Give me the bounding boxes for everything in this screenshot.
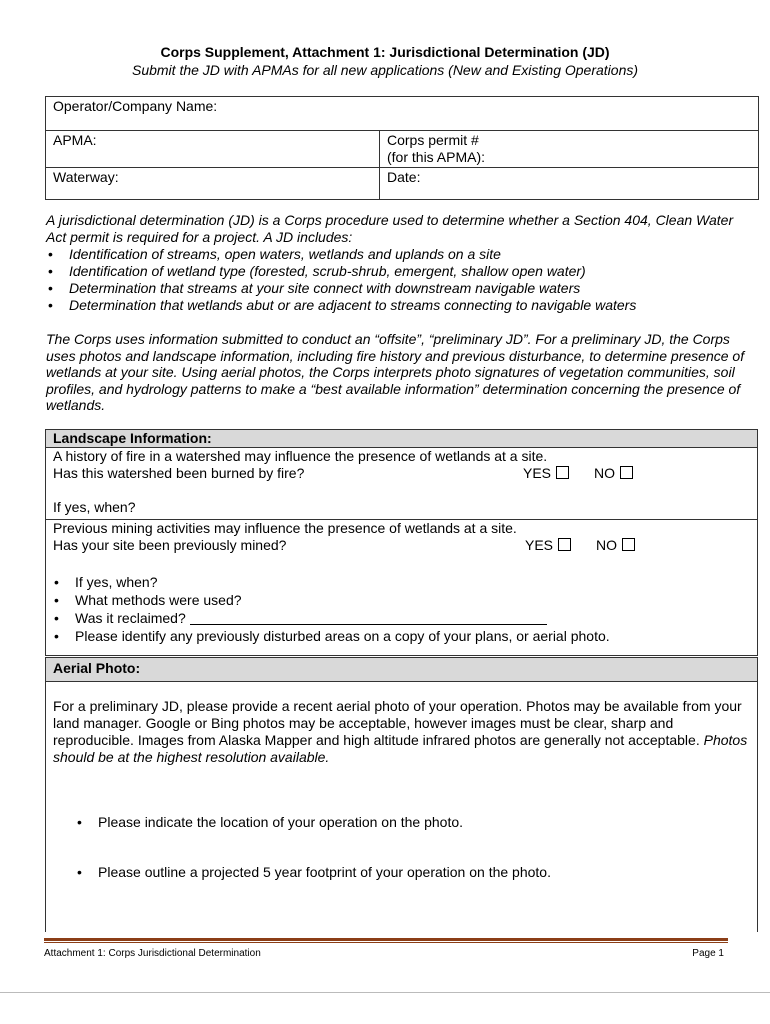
aerial-photo-task-list	[46, 814, 757, 881]
fire-yes-label: YES	[523, 465, 552, 481]
jd-includes-list	[46, 246, 746, 314]
operator-name-label: Operator/Company Name:	[53, 98, 218, 114]
mining-yes-option[interactable]	[525, 537, 571, 553]
list-item: • Determination that streams at your site connect with downstream navigable waters	[46, 280, 746, 297]
aerial-photo-resolution-note: Photos should be at the highest resolution available.	[53, 732, 748, 765]
fire-history-block	[46, 447, 757, 519]
list-item: • Please indicate the location of your operation on the photo.	[75, 814, 757, 831]
page-edge-divider	[0, 992, 770, 993]
footer-page-number: Page 1	[692, 948, 724, 959]
list-item: • Determination that wetlands abut or are adjacent to streams connecting to navigable waters	[46, 297, 746, 314]
mining-followup-list	[46, 573, 757, 645]
mining-yes-checkbox[interactable]	[558, 538, 571, 551]
footer-document-title: Attachment 1: Corps Jurisdictional Determination	[44, 948, 261, 959]
mining-no-option[interactable]	[596, 537, 635, 553]
list-item: • What methods were used?	[52, 591, 757, 609]
corps-permit-label: Corps permit #	[387, 132, 479, 148]
aerial-photo-heading: Aerial Photo:	[46, 658, 757, 681]
mining-block	[46, 519, 757, 645]
aerial-photo-paragraph: For a preliminary JD, please provide a recent aerial photo of your operation. Photos may be available from your land manager. Google or Bing photos may be acceptable, however images must be clear, sharp and reproducible. Images from Alaska Mapper and high altitude infrared photos are generally not acceptable.	[53, 698, 742, 748]
list-item: • Please outline a projected 5 year footprint of your operation on the photo.	[75, 864, 757, 881]
landscape-heading: Landscape Information:	[46, 430, 757, 447]
list-item: • Please identify any previously disturbed areas on a copy of your plans, or aerial photo.	[52, 627, 757, 645]
fire-followup: If yes, when?	[53, 499, 136, 515]
corps-permit-field[interactable]	[380, 131, 759, 168]
aerial-photo-instructions	[46, 681, 757, 766]
fire-yes-checkbox[interactable]	[556, 466, 569, 479]
applicant-info-table	[45, 96, 759, 200]
fire-no-label: NO	[594, 465, 615, 481]
list-item: • Identification of streams, open waters, wetlands and uplands on a site	[46, 246, 746, 263]
fire-info-text: A history of fire in a watershed may influence the presence of wetlands at a site.	[53, 448, 548, 464]
date-label: Date:	[387, 169, 421, 185]
page-title: Corps Supplement, Attachment 1: Jurisdictional Determination (JD)	[160, 44, 610, 60]
list-item	[52, 609, 757, 627]
reclaimed-question: Was it reclaimed?	[75, 610, 186, 626]
apma-field[interactable]	[46, 131, 380, 168]
list-item: • Identification of wetland type (forested, scrub-shrub, emergent, shallow open water)	[46, 263, 746, 280]
mining-question: Has your site been previously mined?	[53, 537, 287, 553]
waterway-label: Waterway:	[53, 169, 119, 185]
landscape-section	[45, 429, 758, 656]
mining-no-label: NO	[596, 537, 617, 553]
aerial-photo-section	[45, 657, 758, 932]
page-subtitle: Submit the JD with APMAs for all new applications (New and Existing Operations)	[131, 62, 639, 78]
mining-no-checkbox[interactable]	[622, 538, 635, 551]
mining-yes-label: YES	[525, 537, 554, 553]
intro-section	[46, 212, 746, 314]
waterway-field[interactable]	[46, 168, 380, 200]
offsite-jd-paragraph: The Corps uses information submitted to conduct an “offsite”, “preliminary JD”. For a preliminary JD, the Corps uses photos and landscape information, including fire history and previous disturbance, to determine presence of wetlands at your site. Using aerial photos, the Corps interprets photo signatures of vegetation communities, soil profiles, and hydrology patterns to make a “best available information” determination concerning the presence of wetlands.	[46, 331, 745, 414]
fire-no-option[interactable]	[594, 465, 633, 481]
fire-yes-option[interactable]	[523, 465, 569, 481]
corps-permit-sublabel: (for this APMA):	[387, 149, 486, 165]
mining-info-text: Previous mining activities may influence the presence of wetlands at a site.	[53, 520, 517, 536]
footer-rule	[44, 938, 728, 941]
footer-rule-thin	[44, 942, 728, 943]
date-field[interactable]	[380, 168, 759, 200]
operator-name-field[interactable]	[46, 97, 759, 131]
intro-paragraph: A jurisdictional determination (JD) is a Corps procedure used to determine whether a Section 404, Clean Water Act permit is required for a project. A JD includes:	[46, 212, 734, 245]
apma-label: APMA:	[53, 132, 97, 148]
fire-no-checkbox[interactable]	[620, 466, 633, 479]
fire-question: Has this watershed been burned by fire?	[53, 465, 305, 481]
list-item: • If yes, when?	[52, 573, 757, 591]
reclaimed-answer-line[interactable]	[190, 612, 547, 625]
